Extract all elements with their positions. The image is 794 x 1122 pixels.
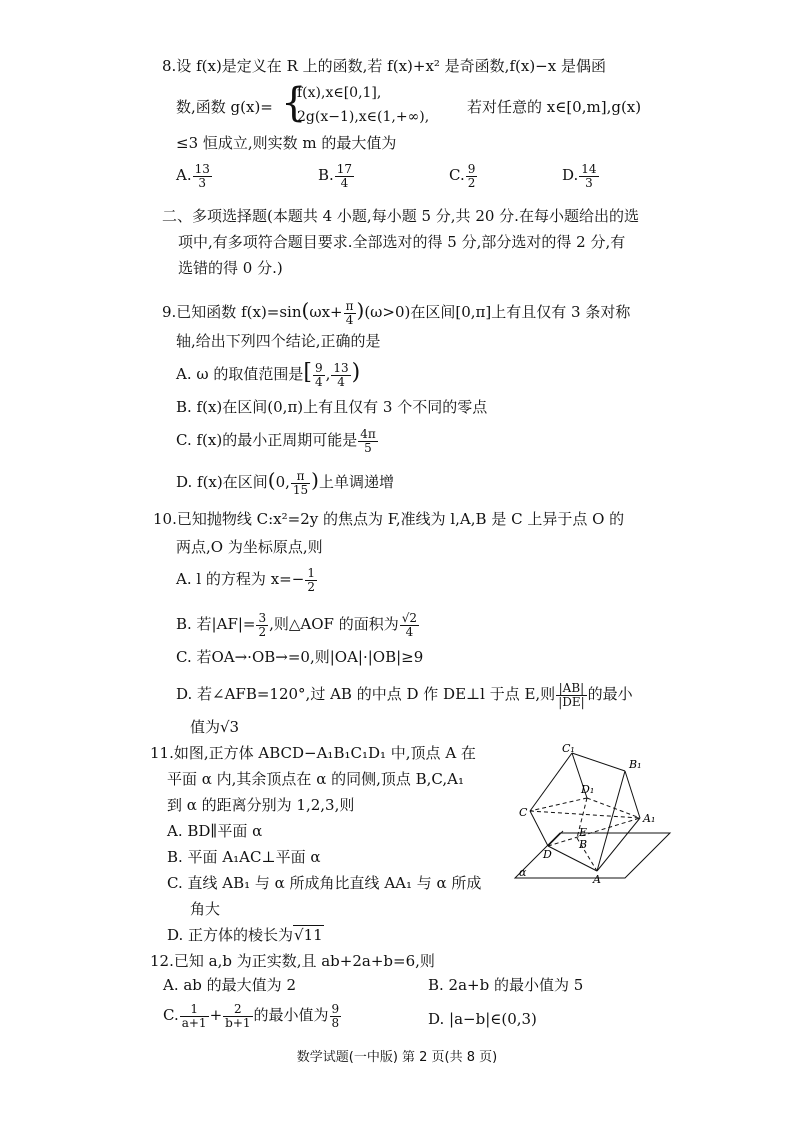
q12-option-d: D. |a−b|∈(0,3): [428, 1010, 537, 1028]
q9-option-a: A. ω 的取值范围是[ $\frac{9}{4}$ , $\frac{13}{4}$ ): [176, 360, 361, 389]
section2-line1: 二、多项选择题(本题共 4 小题,每小题 5 分,共 20 分.在每小题给出的选: [162, 207, 639, 225]
q8-brace: {: [281, 80, 307, 126]
q10-option-c: C. 若OA→·OB→=0,则|OA|·|OB|≥9: [176, 648, 424, 666]
q9-option-c: C. f(x)的最小正周期可能是 $\frac{4\pi}{5}$: [176, 427, 376, 455]
q11-line2: 平面 α 内,其余顶点在 α 的同侧,顶点 B,C,A₁: [167, 770, 464, 788]
label-c: C: [519, 806, 528, 819]
q9-option-b: B. f(x)在区间(0,π)上有且仅有 3 个不同的零点: [176, 398, 488, 416]
q11-option-b: B. 平面 A₁AC⊥平面 α: [167, 848, 321, 866]
q10-line1: 10.已知抛物线 C:x²=2y 的焦点为 F,准线为 l,A,B 是 C 上异于点 O 的: [153, 510, 625, 528]
q8-case2: 2g(x−1),x∈(1,+∞),: [297, 109, 430, 125]
section2-line2: 项中,有多项符合题目要求.全部选对的得 5 分,部分选对的得 2 分,有: [178, 233, 626, 251]
q10-option-b: B. 若|AF|= $\frac{3}{2}$ ,则△AOF 的面积为 $\frac{√2}{4}$: [176, 611, 418, 639]
label-e: E: [579, 826, 588, 839]
q8-option-d: D. $\frac{14}{3}$: [562, 162, 597, 190]
q8-option-a: A. $\frac{13}{3}$: [176, 162, 210, 190]
q11-option-c-line2: 角大: [190, 900, 221, 918]
q9-line2: 轴,给出下列四个结论,正确的是: [176, 332, 381, 350]
cube-figure: [505, 738, 680, 888]
label-alpha: α: [519, 866, 527, 879]
q11-option-c: C. 直线 AB₁ 与 α 所成角比直线 AA₁ 与 α 所成: [167, 874, 482, 892]
q10-option-d-line2: 值为√3: [190, 718, 240, 736]
q8-line3: ≤3 恒成立,则实数 m 的最大值为: [176, 134, 397, 152]
q8-case1: f(x),x∈[0,1],: [297, 85, 382, 101]
q9-line1: 9.已知函数 f(x)=sin(ωx+ $\frac{\pi}{4}$ )(ω>0)在区间[0,π]上有且仅有 3 条对称: [162, 298, 631, 327]
label-d: D: [543, 848, 552, 861]
plane-alpha: [515, 833, 670, 878]
q12-line1: 12.已知 a,b 为正实数,且 ab+2a+b=6,则: [150, 952, 435, 970]
q9-option-d: D. f(x)在区间(0, $\frac{\pi}{15}$ )上单调递增: [176, 468, 394, 497]
q11-option-d: D. 正方体的棱长为√11: [167, 926, 323, 944]
q11-line1: 11.如图,正方体 ABCD−A₁B₁C₁D₁ 中,顶点 A 在: [150, 744, 476, 762]
label-c1: C₁: [562, 742, 575, 755]
q10-option-d: D. 若∠AFB=120°,过 AB 的中点 D 作 DE⊥l 于点 E,则 $\frac{|AB|}{|DE|}$ 的最小: [176, 681, 633, 709]
page-footer: 数学试题(一中版) 第 2 页(共 8 页): [296, 1050, 498, 1065]
q8-option-c: C. $\frac{9}{2}$: [449, 162, 476, 190]
label-a: A: [593, 873, 601, 886]
q8-option-b: B. $\frac{17}{4}$: [318, 162, 353, 190]
section2-line3: 选错的得 0 分.): [178, 259, 283, 277]
label-b: B: [579, 838, 588, 851]
label-b1: B₁: [629, 758, 642, 771]
q8-line2-suffix: 若对任意的 x∈[0,m],g(x): [467, 98, 642, 116]
label-a1: A₁: [643, 812, 656, 825]
q10-line2: 两点,O 为坐标原点,则: [176, 538, 323, 556]
q12-option-c: C. $\frac{1}{a+1}$ + $\frac{2}{b+1}$ 的最小值为 $\frac{9}{8}$: [163, 1002, 340, 1030]
q12-option-a: A. ab 的最大值为 2: [163, 976, 296, 994]
label-d1: D₁: [581, 783, 595, 796]
q12-option-b: B. 2a+b 的最小值为 5: [428, 976, 584, 994]
q11-line3: 到 α 的距离分别为 1,2,3,则: [167, 796, 355, 814]
q10-option-a: A. l 的方程为 x=− $\frac{1}{2}$: [176, 566, 315, 594]
q8-line1: 8.设 f(x)是定义在 R 上的函数,若 f(x)+x² 是奇函数,f(x)−x 是偶函: [162, 57, 606, 75]
q11-option-a: A. BD∥平面 α: [167, 822, 263, 840]
q8-line2-prefix: 数,函数 g(x)=: [176, 98, 273, 116]
